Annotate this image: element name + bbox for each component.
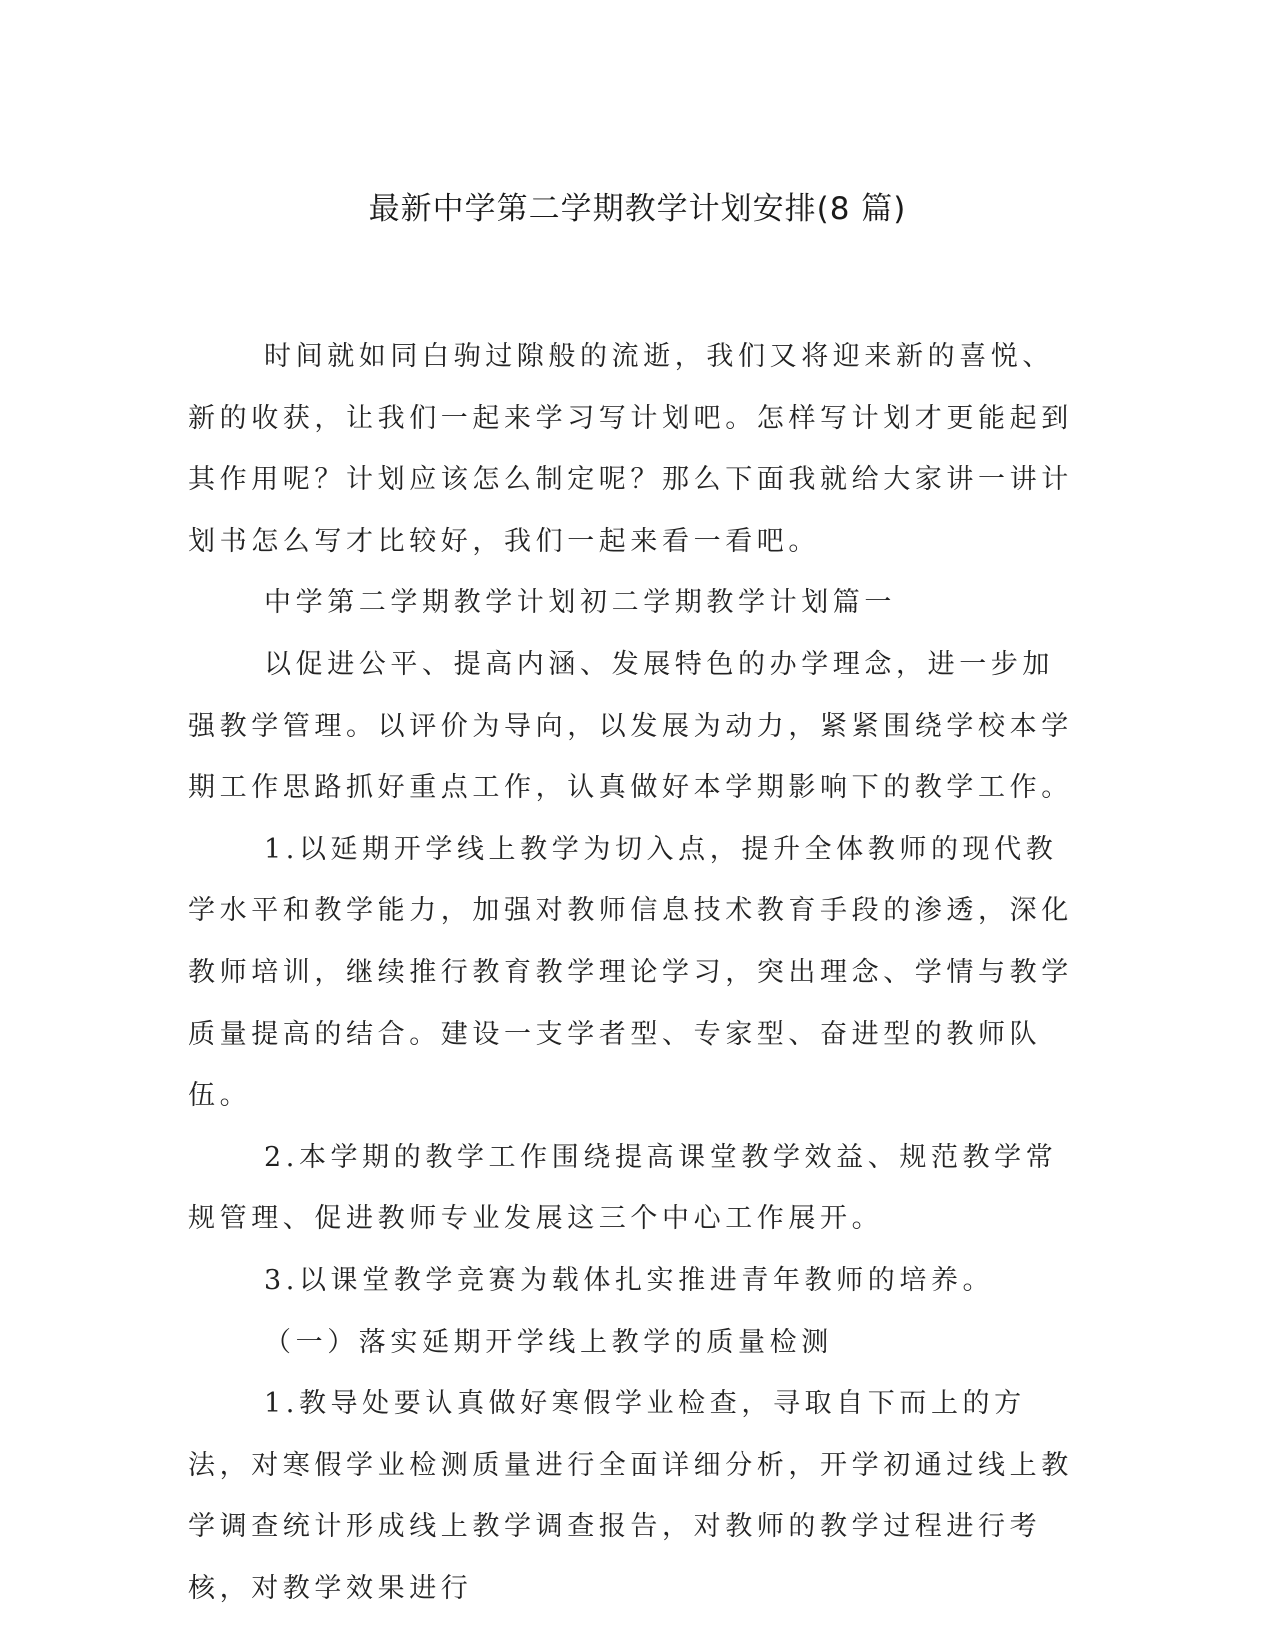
document-title: 最新中学第二学期教学计划安排(8 篇) [368, 191, 907, 227]
list-item-1: 1.以延期开学线上教学为切入点，提升全体教师的现代教学水平和教学能力，加强对教师信息技术教育手段的渗透，深化教师培训，继续推行教育教学理论学习，突出理念、学情与教学质量提高的结合。建设一支学者型、专家型、奋进型的教师队伍。 [188, 833, 1073, 1112]
body-paragraph: 以促进公平、提高内涵、发展特色的办学理念，进一步加强教学管理。以评价为导向，以发展为动力，紧紧围绕学校本学期工作思路抓好重点工作，认真做好本学期影响下的教学工作。 [188, 648, 1073, 804]
list-item-2: 2.本学期的教学工作围绕提高课堂教学效益、规范教学常规管理、促进教师专业发展这三个中心工作展开。 [188, 1141, 1058, 1235]
list-item-3: 3.以课堂教学竞赛为载体扎实推进青年教师的培养。 [264, 1264, 995, 1296]
document-body [188, 326, 1078, 1619]
intro-paragraph: 时间就如同白驹过隙般的流逝，我们又将迎来新的喜悦、新的收获，让我们一起来学习写计划吧。怎样写计划才更能起到其作用呢？计划应该怎么制定呢？那么下面我就给大家讲一讲计划书怎么写才比较好，我们一起来看一看吧。 [188, 341, 1073, 557]
section-heading: 中学第二学期教学计划初二学期教学计划篇一 [264, 587, 896, 619]
subsection-heading: （一）落实延期开学线上教学的质量检测 [264, 1326, 833, 1358]
sub-list-item-1: 1.教导处要认真做好寒假学业检查，寻取自下而上的方法，对寒假学业检测质量进行全面详细分析，开学初通过线上教学调查统计形成线上教学调查报告，对教师的教学过程进行考核，对教学效果进行 [188, 1388, 1073, 1604]
